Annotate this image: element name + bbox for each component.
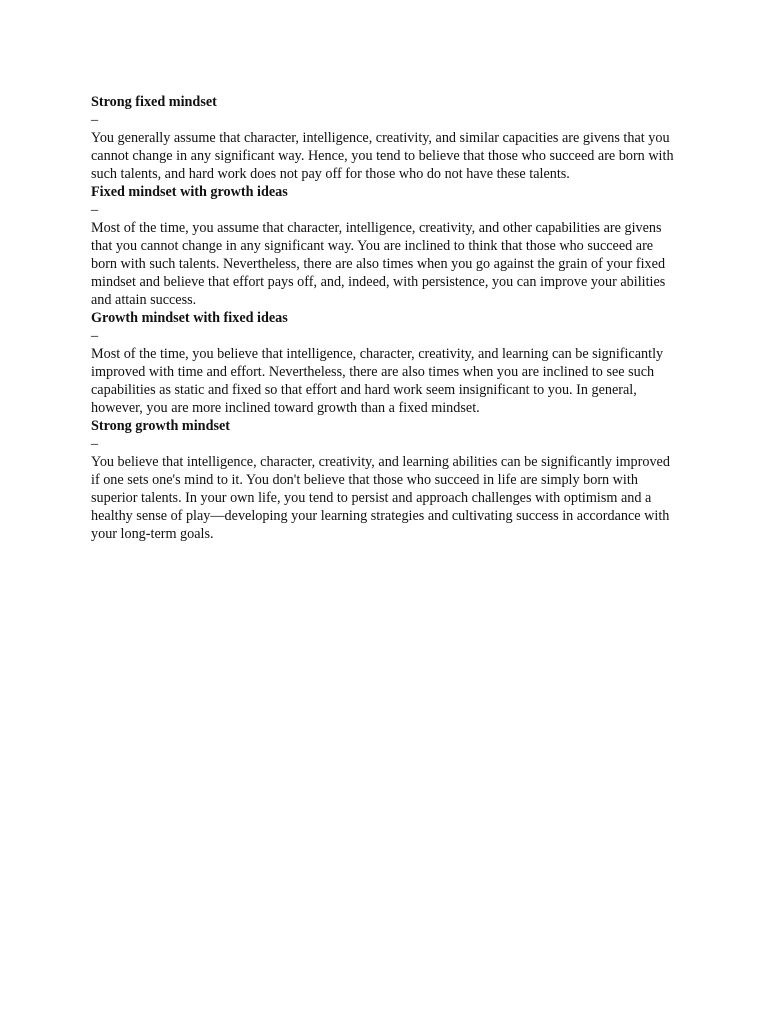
section-heading: Strong growth mindset [91, 418, 230, 434]
section-heading: Fixed mindset with growth ideas [91, 184, 288, 200]
section-dash: – [91, 202, 99, 218]
section-strong-fixed-mindset [91, 93, 681, 183]
section-strong-growth-mindset [91, 417, 681, 543]
section-body: Most of the time, you assume that character, intelligence, creativity, and other capabilities are givens that you cannot change in any significant way. You are inclined to think that those who succeed are born with such talents. Nevertheless, there are also times when you go against the grain of your fixed mindset and believe that effort pays off, and, indeed, with persistence, you can improve your abilities and attain success. [91, 220, 666, 308]
section-growth-mindset-with-fixed-ideas [91, 309, 681, 417]
section-body: You believe that intelligence, character, creativity, and learning abilities can be significantly improved if one sets one's mind to it. You don't believe that those who succeed in life are simply born with superior talents. In your own life, you tend to persist and approach challenges with optimism and a healthy sense of play—developing your learning strategies and cultivating success in accordance with your long-term goals. [91, 454, 670, 542]
document-page [91, 93, 681, 543]
section-dash: – [91, 112, 99, 128]
section-fixed-mindset-with-growth-ideas [91, 183, 681, 309]
section-body: You generally assume that character, intelligence, creativity, and similar capacities are givens that you cannot change in any significant way. Hence, you tend to believe that those who succeed are born with such talents, and hard work does not pay off for those who do not have these talents. [91, 130, 674, 182]
section-dash: – [91, 328, 99, 344]
section-dash: – [91, 436, 99, 452]
section-body: Most of the time, you believe that intelligence, character, creativity, and learning can be significantly improved with time and effort. Nevertheless, there are also times when you are inclined to see such capabilities as static and fixed so that effort and hard work seem insignificant to you. In general, however, you are more inclined toward growth than a fixed mindset. [91, 346, 664, 416]
section-heading: Growth mindset with fixed ideas [91, 310, 288, 326]
section-heading: Strong fixed mindset [91, 94, 217, 110]
